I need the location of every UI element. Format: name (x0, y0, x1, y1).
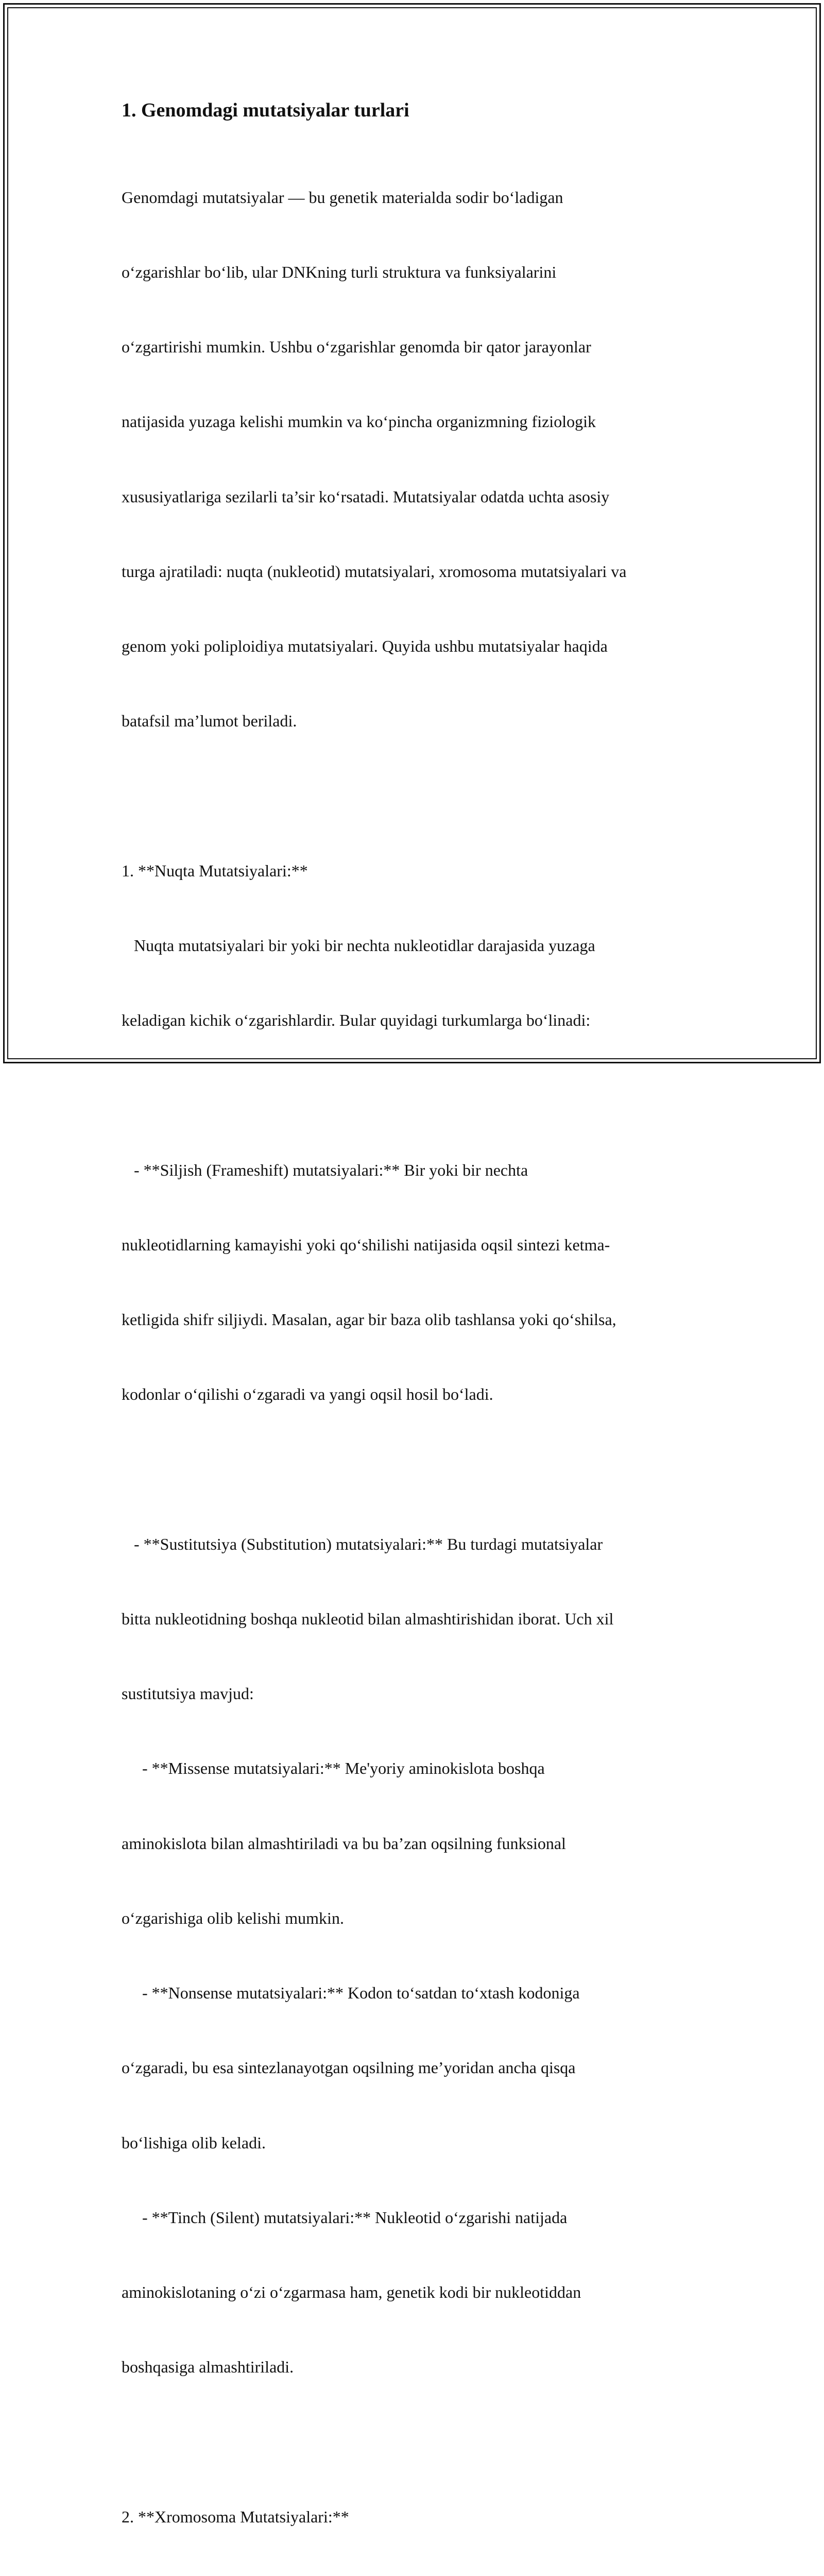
text-line: aminokislotaning o‘zi o‘zgarmasa ham, genetik kodi bir nukleotiddan (122, 2282, 581, 2301)
text-line: nukleotidlarning kamayishi yoki qo‘shilishi natijasida oqsil sintezi ketma- (122, 1235, 610, 1254)
text-line: o‘zgartirishi mumkin. Ushbu o‘zgarishlar genomda bir qator jarayonlar (122, 337, 591, 357)
document-body (122, 135, 714, 2576)
document-title: 1. Genomdagi mutatsiyalar turlari (122, 99, 409, 121)
section-heading-xromosoma: 2. **Xromosoma Mutatsiyalari:** (122, 2507, 349, 2526)
text-line: Genomdagi mutatsiyalar — bu genetik materialda sodir bo‘ladigan (122, 188, 563, 207)
blank-line (122, 1082, 714, 1107)
text-line: Nuqta mutatsiyalari bir yoki bir nechta nukleotidlar darajasida yuzaga (122, 936, 595, 955)
text-line: batafsil ma’lumot beriladi. (122, 711, 297, 731)
text-line: o‘zgarishlar bo‘lib, ular DNKning turli struktura va funksiyalarini (122, 263, 557, 282)
text-line: o‘zgaradi, bu esa sintezlanayotgan oqsilning me’yoridan ancha qisqa (122, 2058, 576, 2077)
sub-list-item-silent: - **Tinch (Silent) mutatsiyalari:** Nukleotid o‘zgarishi natijada (122, 2208, 568, 2227)
blank-line (122, 784, 714, 808)
text-line: aminokislota bilan almashtiriladi va bu ba’zan oqsilning funksional (122, 1834, 566, 1853)
text-line: sustitutsiya mavjud: (122, 1684, 254, 1703)
list-item-sustitutsiya: - **Sustitutsiya (Substitution) mutatsiyalari:** Bu turdagi mutatsiyalar (122, 1534, 603, 1553)
text-line: bo‘lishiga olib keladi. (122, 2133, 266, 2152)
text-line: ketligida shifr siljiydi. Masalan, agar bir baza olib tashlansa yoki qo‘shilsa, (122, 1310, 616, 1329)
text-line: kodonlar o‘qilishi o‘zgaradi va yangi oqsil hosil bo‘ladi. (122, 1385, 493, 1404)
sub-list-item-missense: - **Missense mutatsiyalari:** Me'yoriy aminokislota boshqa (122, 1759, 545, 1778)
sub-list-item-nonsense: - **Nonsense mutatsiyalari:** Kodon to‘satdan to‘xtash kodoniga (122, 1984, 580, 2003)
text-line: keladigan kichik o‘zgarishlardir. Bular quyidagi turkumlarga bo‘linadi: (122, 1011, 591, 1030)
blank-line (122, 2429, 714, 2454)
text-line: bitta nukleotidning boshqa nukleotid bilan almashtirishidan iborat. Uch xil (122, 1609, 614, 1628)
text-line: turga ajratiladi: nuqta (nukleotid) mutatsiyalari, xromosoma mutatsiyalari va (122, 562, 627, 581)
document-content (122, 96, 714, 2576)
text-line: genom yoki poliploidiya mutatsiyalari. Quyida ushbu mutatsiyalar haqida (122, 637, 608, 656)
text-line: o‘zgarishiga olib kelishi mumkin. (122, 1908, 344, 1927)
text-line: boshqasiga almashtiriladi. (122, 2358, 294, 2377)
blank-line (122, 1457, 714, 1482)
list-item-siljish: - **Siljish (Frameshift) mutatsiyalari:** Bir yoki bir nechta (122, 1160, 528, 1179)
section-heading-nuqta: 1. **Nuqta Mutatsiyalari:** (122, 861, 308, 880)
text-line: natijasida yuzaga kelishi mumkin va ko‘pincha organizmning fiziologik (122, 412, 596, 431)
text-line: xususiyatlariga sezilarli ta’sir ko‘rsatadi. Mutatsiyalar odatda uchta asosiy (122, 487, 610, 506)
